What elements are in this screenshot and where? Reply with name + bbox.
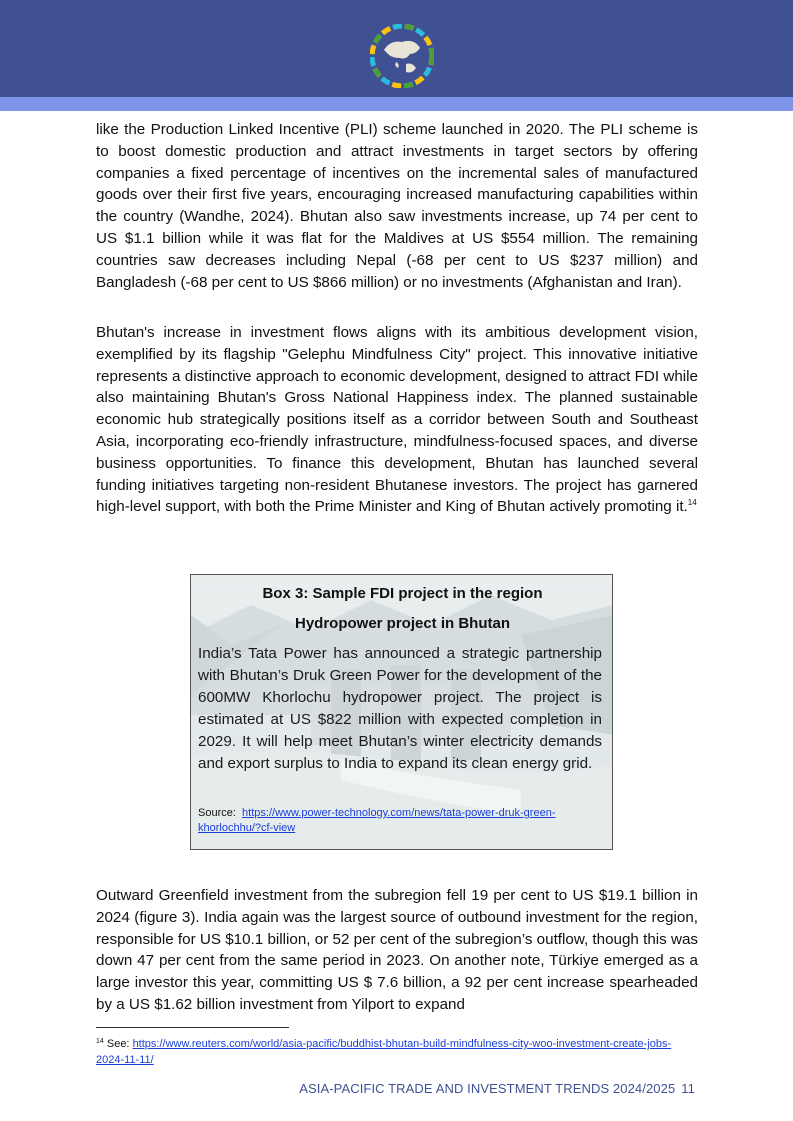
asia-pacific-logo-icon [370, 24, 434, 88]
body-paragraph-1: like the Production Linked Incentive (PLI) scheme launched in 2020. The PLI scheme is to boost domestic production and attract investments in target sectors by offering companies a fixed percentage of incentives on the incremental sales of manufactured goods over their first five years, encouraging increased manufacturing capabilities within the country (Wandhe, 2024). Bhutan also saw investments increase, up 74 per cent to US $1.1 billion while it was flat for the Maldives at US $554 million. The remaining countries saw decreases including Nepal (-68 per cent to US $237 million) and Bangladesh (-68 per cent to US $866 million) or no investments (Afghanistan and Iran). [96, 121, 698, 291]
paragraph-text: Bhutan's increase in investment flows aligns with its ambitious development vision, exemplified by its flagship "Gelephu Mindfulness City" project. This innovative initiative represents a distinctive approach to economic development, designed to attract FDI while also maintaining Bhutan's Gross National Happiness index. The planned sustainable economic hub strategically positions itself as a corridor between South and Southeast Asia, incorporating eco-friendly infrastructure, mindfulness-focused spaces, and diverse business opportunities. To finance this development, Bhutan has launched several funding initiatives targeting non-resident Bhutanese investors. The project has garnered high-level support, with both the Prime Minister and King of Bhutan actively promoting it. [96, 324, 698, 516]
box-source [198, 806, 602, 836]
footnote-divider [96, 1027, 289, 1028]
box-body-text: India’s Tata Power has announced a strategic partnership with Bhutan’s Druk Green Power for the development of the 600MW Khorlochu hydropower project. The project is estimated at US $822 million with expected completion in 2029. It will help meet Bhutan’s winter electricity demands and export surplus to India to expand its clean energy grid. [198, 645, 602, 772]
body-paragraph-2 [96, 322, 698, 518]
source-link[interactable]: https://www.power-technology.com/news/tata-power-druk-green-khorlochhu/?cf-view [198, 807, 556, 834]
footnote [96, 1036, 696, 1068]
box-subtitle: Hydropower project in Bhutan [294, 615, 510, 632]
header-accent-stripe [0, 97, 793, 111]
footnote-number: 14 [96, 1038, 104, 1045]
footnote-reference[interactable]: 14 [687, 498, 697, 508]
body-paragraph-3: Outward Greenfield investment from the subregion fell 19 per cent to US $19.1 billion in 2024 (figure 3). India again was the largest source of outbound investment for the region, responsible for US $10.1 billion, or 52 per cent of the subregion’s outflow, though this was down 47 per cent from the same period in 2023. On another note, Türkiye emerged as a large investor this year, committing US $ 7.6 billion, a 92 per cent increase spearheaded by a US $1.62 billion investment from Yilport to expand [96, 887, 698, 1013]
page-number: 11 [681, 1081, 695, 1096]
box-title: Box 3: Sample FDI project in the region [262, 585, 543, 602]
footnote-prefix: See: [106, 1038, 130, 1050]
footnote-link[interactable]: https://www.reuters.com/world/asia-pacific/buddhist-bhutan-build-mindfulness-city-woo-investment-create-jobs-2024-11-11/ [96, 1038, 672, 1066]
footer-title: ASIA-PACIFIC TRADE AND INVESTMENT TRENDS 2024/2025 [299, 1081, 676, 1096]
info-box [190, 574, 613, 850]
page-footer [299, 1081, 695, 1096]
source-label: Source: [198, 807, 236, 819]
